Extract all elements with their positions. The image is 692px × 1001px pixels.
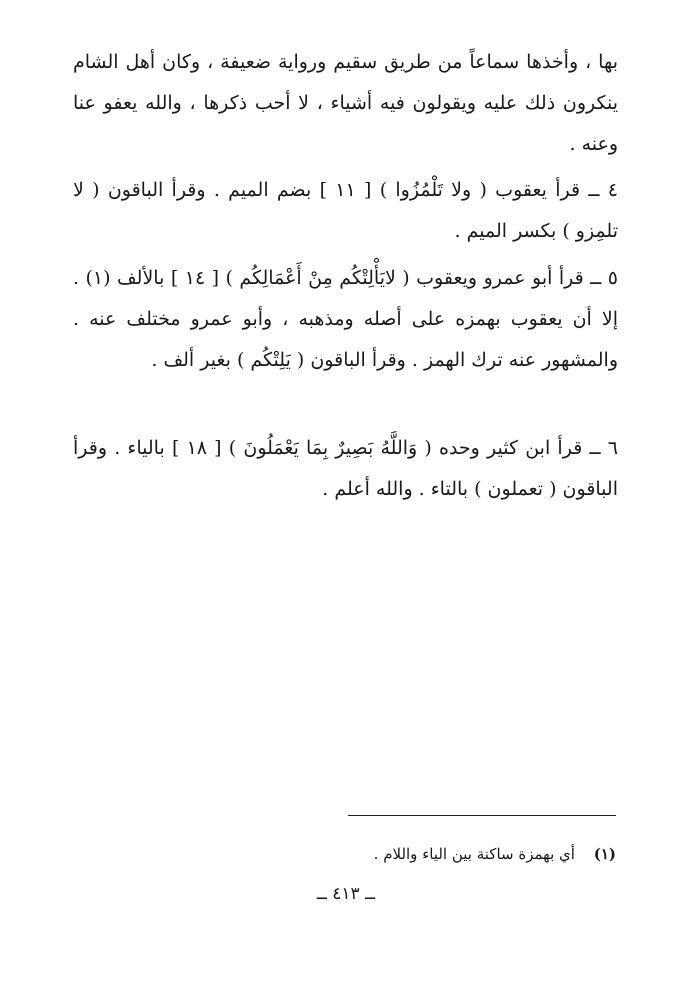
paragraph-6-text: ٦ ــ قرأ ابن كثير وحده ( وَاللَّهُ بَصِيرٌ بِمَا يَعْمَلُونَ ) [ ١٨ ] بالياء . وقرأ الباقون ( تعملون ) بالتاء . والله أعلم . bbox=[73, 437, 619, 500]
paragraph-intro-text: بها ، وأخذها سماعاً من طريق سقيم ورواية ضعيفة ، وكان أهل الشام ينكرون ذلك عليه ويقولون فيه أشياء ، لا أحب ذكرها ، والله يعفو عنا وعنه . bbox=[73, 51, 618, 155]
footnote-number: (١) bbox=[593, 845, 616, 863]
paragraph-5-text: ٥ ــ قرأ أبو عمرو ويعقوب ( لايَأْلِتْكُم مِنْ أَعْمَالِكُم ) [ ١٤ ] بالألف (١) . إلا أن يعقوب بهمزه على أصله ومذهبه ، وأبو عمرو مختلف عنه . والمشهور عنه ترك الهمز . وقرأ الباقون ( يَلِتْكُم ) بغير ألف . bbox=[73, 267, 618, 371]
footnote-text: أي بهمزة ساكنة بين الياء واللام . bbox=[373, 845, 575, 863]
page-number: ــ ٤١٣ ــ bbox=[316, 884, 376, 904]
paragraph-4 bbox=[73, 170, 618, 252]
paragraph-6 bbox=[73, 428, 618, 510]
footnote bbox=[71, 840, 616, 868]
paragraph-5 bbox=[73, 258, 618, 381]
footnote-divider bbox=[348, 815, 616, 816]
paragraph-intro bbox=[73, 42, 618, 165]
paragraph-4-text: ٤ ــ قرأ يعقوب ( ولا تَلْمُزُوا ) [ ١١ ] بضم الميم . وقرأ الباقون ( لا تلمِزو ) بكسر الميم . bbox=[73, 179, 618, 242]
